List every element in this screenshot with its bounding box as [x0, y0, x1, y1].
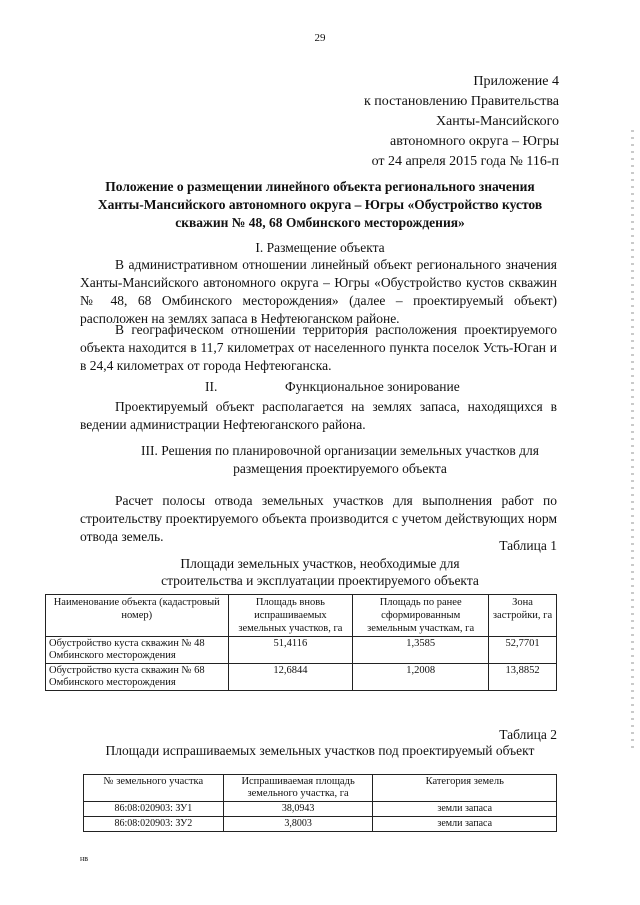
- table-header-row: [46, 595, 557, 637]
- table-2-caption: Площади испрашиваемых земельных участков под проектируемый объект: [105, 743, 535, 758]
- table-cell: 52,7701: [489, 637, 557, 664]
- table-2-label: Таблица 2: [499, 727, 557, 742]
- table-header-cell: Категория земель: [373, 775, 557, 802]
- table-header-cell: № земельного участка: [84, 775, 224, 802]
- table-cell: 38,0943: [223, 802, 373, 817]
- table-row: [84, 817, 557, 832]
- section-2-title: Функциональное зонирование: [285, 379, 460, 394]
- appendix-line: автономного округа – Югры: [390, 134, 559, 149]
- table-row: [46, 664, 557, 691]
- section-3-heading: [130, 442, 550, 478]
- table-header-row: [84, 775, 557, 802]
- paragraph-zoning: Проектируемый объект располагается на землях запаса, находящихся в ведении администрации Нефтеюганского района.: [80, 399, 557, 432]
- table-cell: 86:08:020903: ЗУ1: [84, 802, 224, 817]
- table-1-caption-line: строительства и эксплуатации проектируемого объекта: [161, 573, 479, 588]
- document-title: [80, 178, 560, 232]
- section-2-number: II.: [205, 379, 218, 394]
- table-header-cell: Зона застройки, га: [489, 595, 557, 637]
- appendix-header: [364, 72, 559, 172]
- footer-mark: нв: [80, 854, 89, 863]
- table-cell: 1,2008: [353, 664, 489, 691]
- table-cell: 1,3585: [353, 637, 489, 664]
- table-1-label: Таблица 1: [499, 538, 557, 553]
- table-cell: 86:08:020903: ЗУ2: [84, 817, 224, 832]
- paragraph-administrative: В административном отношении линейный объект регионального значения Ханты-Мансийского автономного округа – Югры «Обустройство кустов скважин № 48, 68 Омбинского месторождения» (далее – проектируемый объект) расположен на землях запаса в Нефтеюганском районе.: [80, 257, 557, 326]
- appendix-line: Приложение 4: [473, 74, 559, 89]
- appendix-line: от 24 апреля 2015 года № 116-п: [371, 154, 559, 169]
- table-header-cell: Испрашиваемая площадь земельного участка, га: [223, 775, 373, 802]
- title-line: Положение о размещении линейного объекта регионального значения: [105, 179, 535, 194]
- section-1-heading: I. Размещение объекта: [255, 240, 385, 255]
- section-3-line: размещения проектируемого объекта: [233, 461, 447, 476]
- table-header-cell: Наименование объекта (кадастровый номер): [46, 595, 229, 637]
- scan-edge-marks: [631, 130, 634, 750]
- page-number: 29: [314, 32, 326, 44]
- table-header-cell: Площадь вновь испрашиваемых земельных участков, га: [228, 595, 353, 637]
- table-cell: 3,8003: [223, 817, 373, 832]
- table-row: [84, 802, 557, 817]
- appendix-line: к постановлению Правительства: [363, 94, 559, 109]
- table-row: [46, 637, 557, 664]
- section-3-line: III. Решения по планировочной организации земельных участков для: [141, 443, 539, 458]
- appendix-line: Ханты-Мансийского: [435, 114, 559, 129]
- land-area-table: [45, 594, 557, 691]
- requested-plots-table: [83, 774, 557, 832]
- table-cell: 51,4116: [228, 637, 353, 664]
- table-cell: земли запаса: [373, 817, 557, 832]
- paragraph-geographic: В географическом отношении территория расположения проектируемого объекта находится в 11,7 километрах от населенного пункта поселок Усть-Юган и в 24,4 километрах от города Нефтеюганска.: [80, 322, 557, 373]
- title-line: скважин № 48, 68 Омбинского месторождения»: [175, 215, 465, 230]
- table-1-caption: [150, 555, 490, 589]
- table-cell: земли запаса: [373, 802, 557, 817]
- table-cell: 13,8852: [489, 664, 557, 691]
- table-cell: Обустройство куста скважин № 48 Омбинского месторождения: [46, 637, 229, 664]
- table-header-cell: Площадь по ранее сформированным земельным участкам, га: [353, 595, 489, 637]
- table-cell: 12,6844: [228, 664, 353, 691]
- table-1-caption-line: Площади земельных участков, необходимые для: [180, 556, 460, 571]
- table-cell: Обустройство куста скважин № 68 Омбинского месторождения: [46, 664, 229, 691]
- paragraph-calculation: Расчет полосы отвода земельных участков для выполнения работ по строительству проектируемого объекта производится с учетом действующих норм отвода земель.: [80, 493, 557, 544]
- title-line: Ханты-Мансийского автономного округа – Югры «Обустройство кустов: [97, 197, 543, 212]
